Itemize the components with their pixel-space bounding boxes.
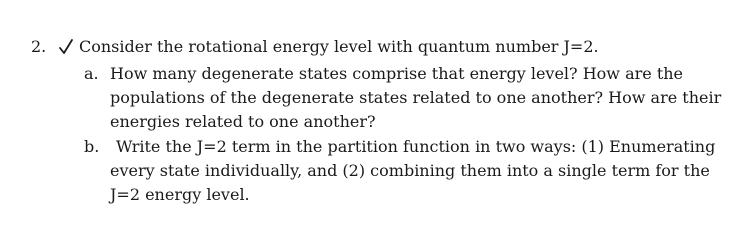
part-b-line: J=2 energy level.: [110, 185, 250, 204]
part-a-marker: a.: [84, 64, 99, 83]
part-b-marker: b.: [84, 137, 100, 156]
part-b-line: Write the J=2 term in the partition function in two ways: (1) Enumerating: [116, 137, 716, 156]
check-mark-icon: [58, 38, 74, 56]
part-a-line: energies related to one another?: [110, 112, 376, 131]
question-stem: Consider the rotational energy level with quantum number J=2.: [79, 37, 599, 56]
part-a-line: populations of the degenerate states related to one another? How are their: [110, 88, 722, 107]
question-number: 2.: [31, 37, 47, 56]
part-a-line: How many degenerate states comprise that energy level? How are the: [110, 64, 684, 83]
part-b-line: every state individually, and (2) combining them into a single term for the: [110, 161, 710, 180]
